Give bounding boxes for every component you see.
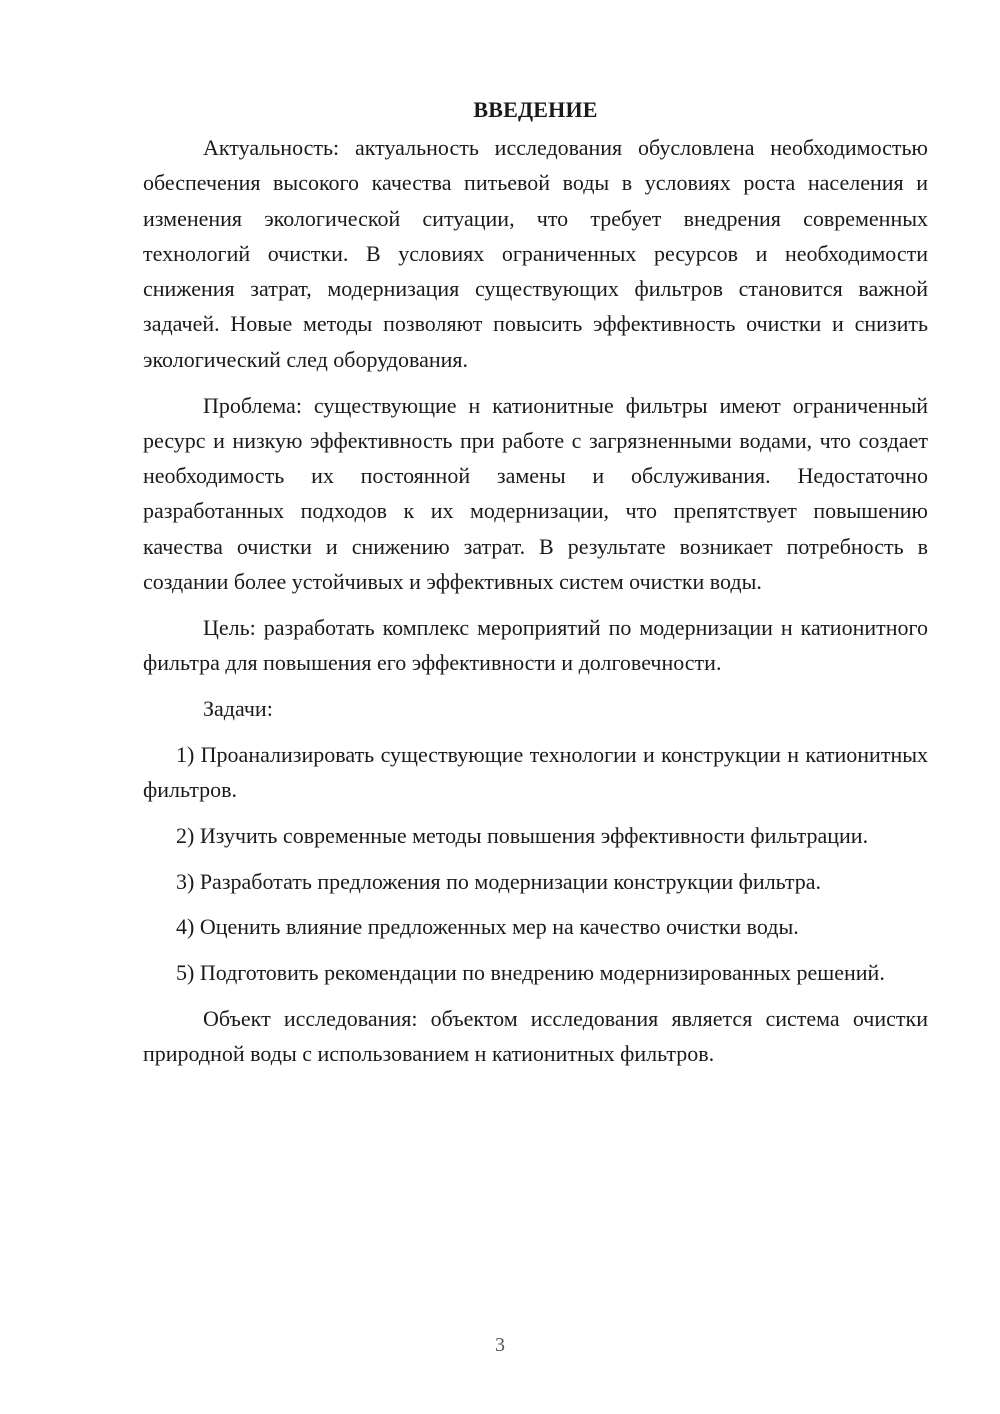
page-title: ВВЕДЕНИЕ — [473, 97, 598, 122]
task-item: 3) Разработать предложения по модернизации конструкции фильтра. — [176, 868, 822, 894]
task-item: 1) Проанализировать существующие технологии и конструкции н катионитных фильтров. — [143, 741, 928, 803]
page-content — [143, 92, 928, 1082]
tasks-list — [143, 737, 928, 991]
tasks-heading: Задачи: — [203, 695, 273, 721]
task-item: 4) Оценить влияние предложенных мер на качество очистки воды. — [176, 914, 799, 940]
page-number: 3 — [495, 1334, 505, 1356]
task-item: 2) Изучить современные методы повышения эффективности фильтрации. — [176, 822, 869, 848]
task-item: 5) Подготовить рекомендации по внедрению модернизированных решений. — [176, 960, 885, 986]
goal-paragraph: Цель: разработать комплекс мероприятий по модернизации н катионитного фильтра для повышения его эффективности и долговечности. — [143, 614, 928, 676]
problem-paragraph: Проблема: существующие н катионитные фильтры имеют ограниченный ресурс и низкую эффективность при работе с загрязненными водами, что создает необходимость их постоянной замены и обслуживания. Недостаточно разработанных подходов к их модернизации, что препятствует повышению качества очистки и снижению затрат. В результате возникает потребность в создании более устойчивых и эффективных систем очистки воды. — [143, 392, 928, 595]
object-paragraph: Объект исследования: объектом исследования является система очистки природной воды с использованием н катионитных фильтров. — [143, 1006, 928, 1067]
relevance-paragraph: Актуальность: актуальность исследования обусловлена необходимостью обеспечения высокого качества питьевой воды в условиях роста населения и изменения экологической ситуации, что требует внедрения современных технологий очистки. В условиях ограниченных ресурсов и необходимости снижения затрат, модернизация существующих фильтров становится важной задачей. Новые методы позволяют повысить эффективность очистки и снизить экологический след оборудования. — [143, 135, 928, 372]
